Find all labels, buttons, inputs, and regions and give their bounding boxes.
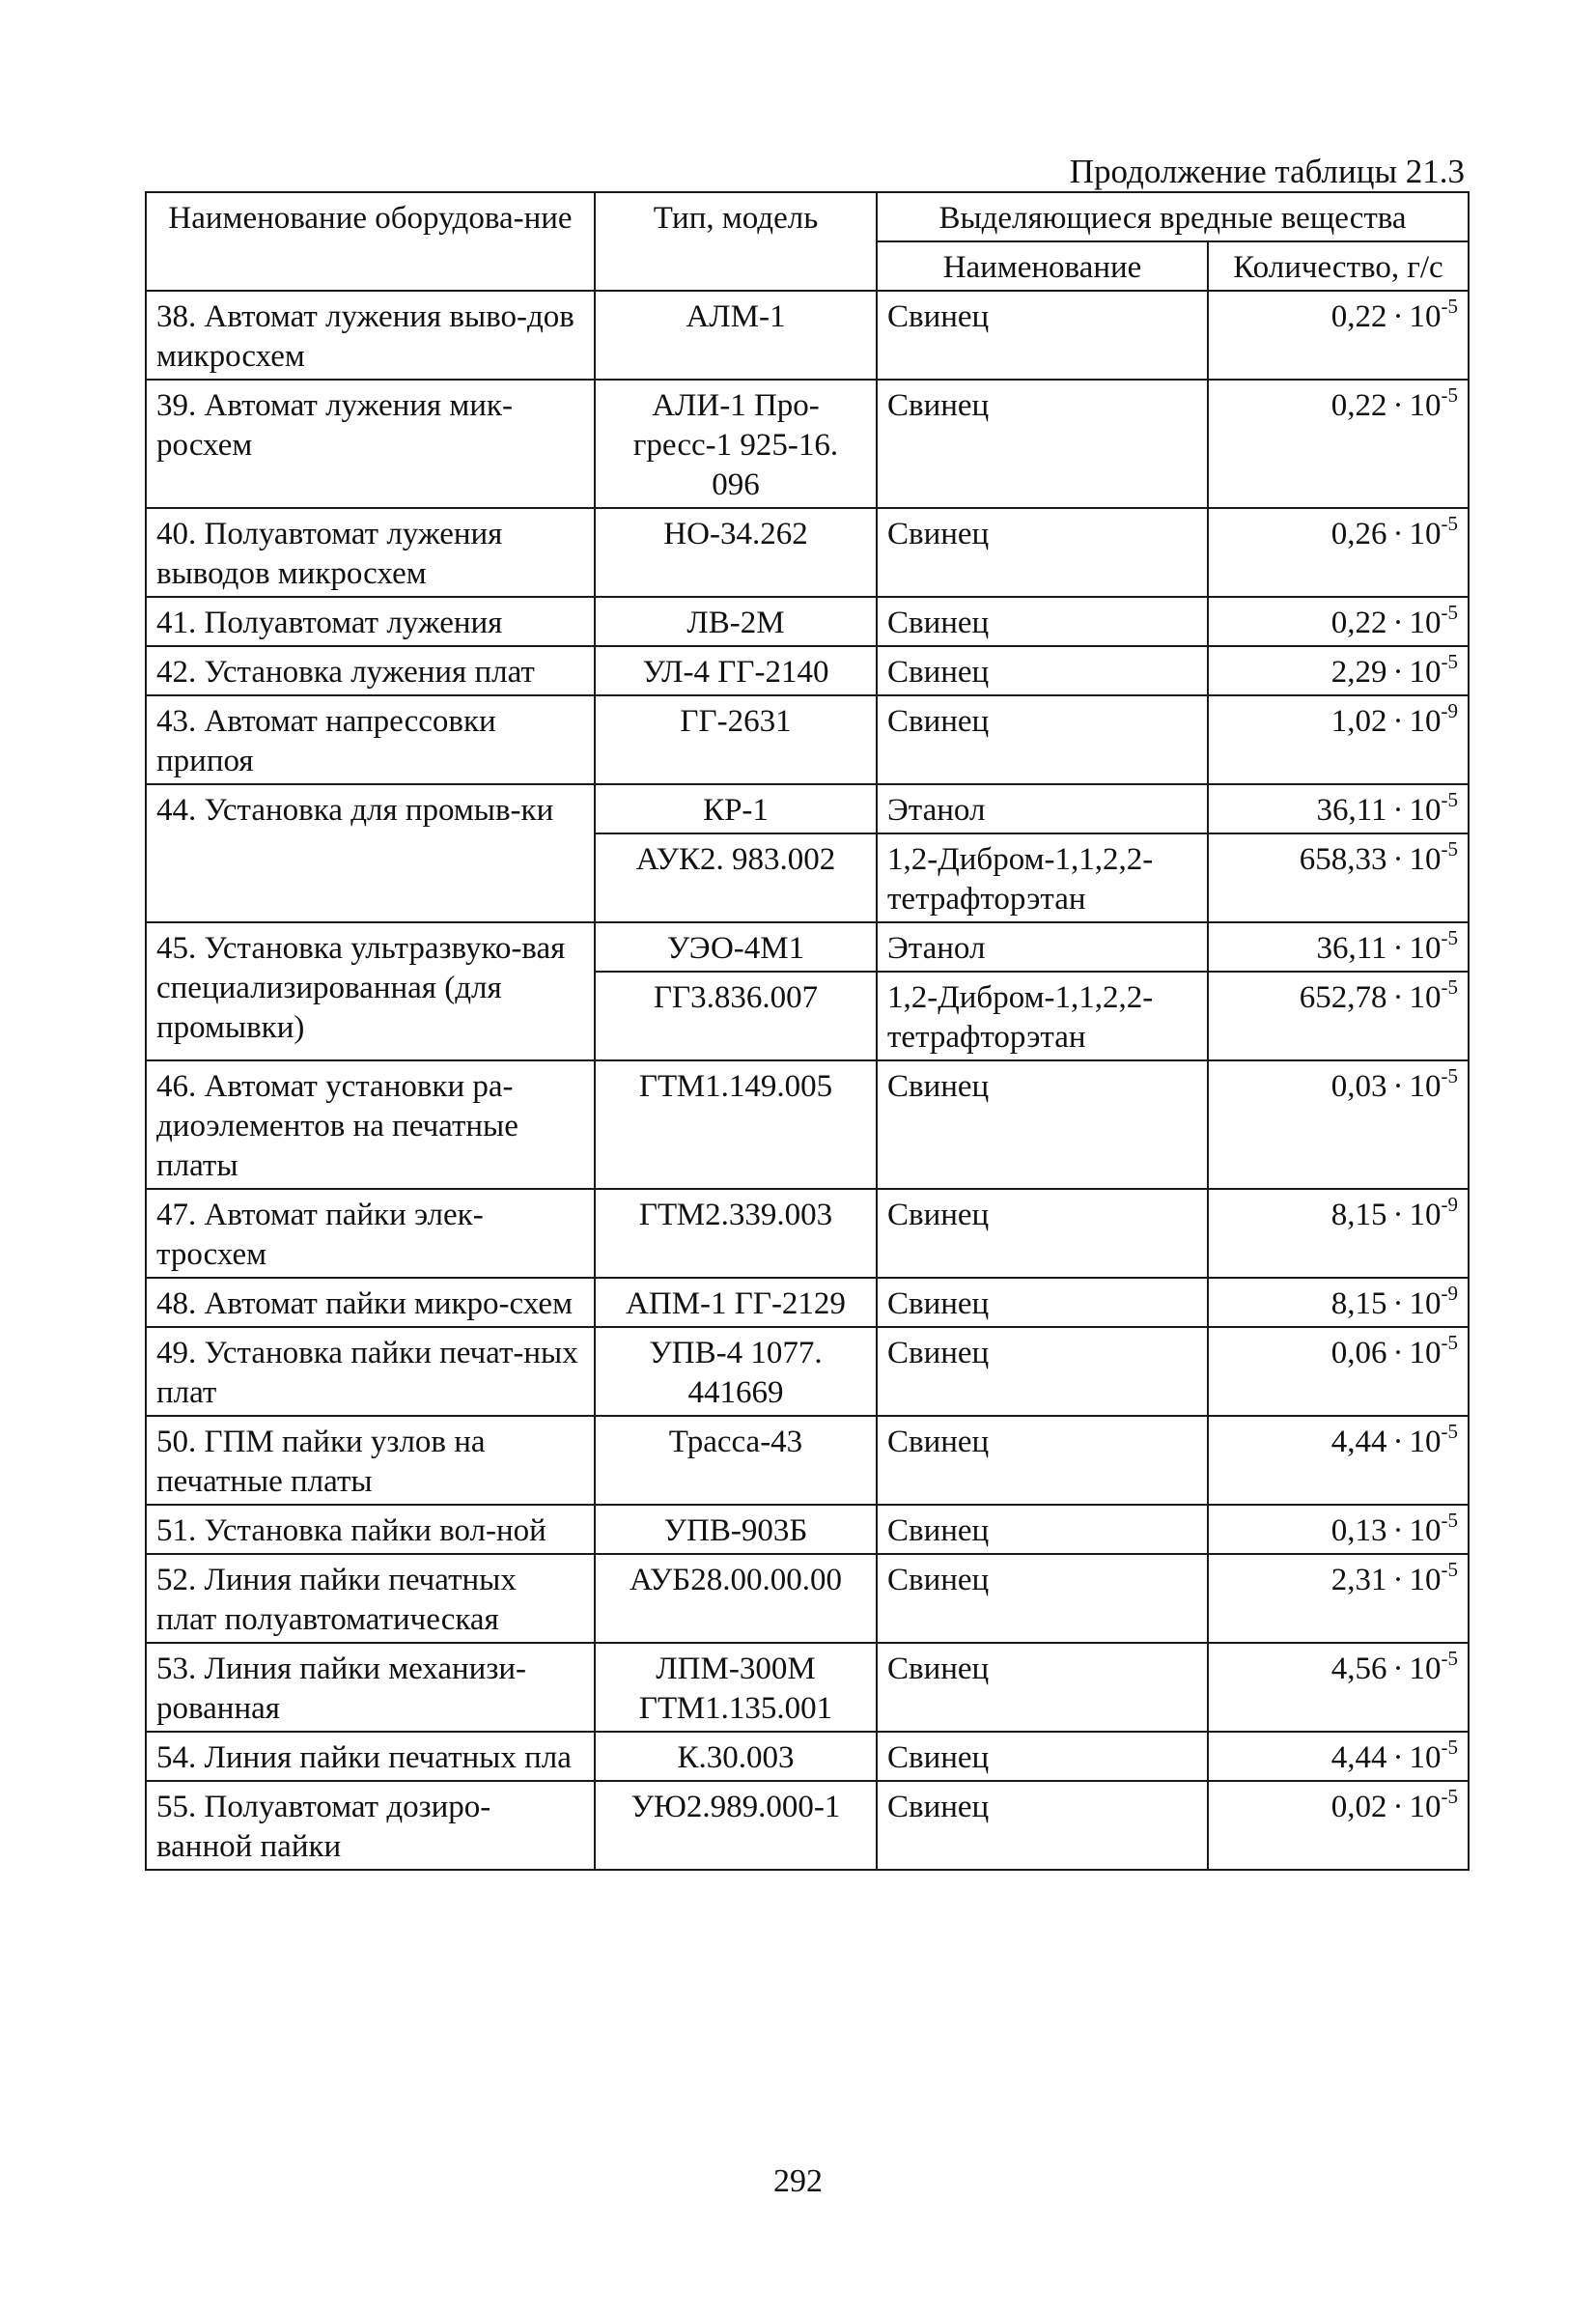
quantity-mantissa: 8,15 bbox=[1330, 1286, 1387, 1321]
substance-cell: Свинец bbox=[877, 380, 1208, 508]
equipment-name: 40. Полуавтомат лужения выводов микросхем bbox=[146, 508, 595, 597]
quantity-exponent: -5 bbox=[1441, 1064, 1458, 1087]
equipment-name: 51. Установка пайки вол-ной bbox=[146, 1505, 595, 1554]
quantity-mantissa: 652,78 bbox=[1299, 980, 1387, 1015]
model-cell: АЛИ-1 Про-гресс-1 925-16. 096 bbox=[595, 380, 877, 508]
substance-cell: Свинец bbox=[877, 1505, 1208, 1554]
quantity-base: 10 bbox=[1409, 1198, 1442, 1232]
quantity-mantissa: 36,11 bbox=[1316, 931, 1387, 966]
model-cell: УЭО-4М1 bbox=[595, 922, 877, 972]
quantity-exponent: -5 bbox=[1441, 383, 1458, 407]
model-cell: АУБ28.00.00.00 bbox=[595, 1554, 877, 1643]
quantity-cell bbox=[1208, 1416, 1469, 1505]
quantity-mantissa: 0,22 bbox=[1330, 299, 1387, 334]
quantity-cell bbox=[1208, 833, 1469, 922]
quantity-cell bbox=[1208, 646, 1469, 695]
equipment-name: 41. Полуавтомат лужения bbox=[146, 597, 595, 646]
multiply-dot: · bbox=[1392, 842, 1404, 877]
multiply-dot: · bbox=[1392, 1513, 1404, 1548]
quantity-base: 10 bbox=[1409, 517, 1442, 551]
quantity-cell bbox=[1208, 1060, 1469, 1189]
header-equipment-name: Наименование оборудова-ние bbox=[146, 192, 595, 291]
quantity-base: 10 bbox=[1409, 842, 1442, 877]
quantity-exponent: -9 bbox=[1441, 1193, 1458, 1216]
table-row bbox=[146, 1554, 1469, 1643]
quantity-base: 10 bbox=[1409, 1513, 1442, 1548]
table-row bbox=[146, 784, 1469, 833]
substance-cell: Свинец bbox=[877, 1643, 1208, 1732]
model-cell: УПВ-4 1077. 441669 bbox=[595, 1327, 877, 1416]
table-row bbox=[146, 1189, 1469, 1278]
quantity-exponent: -5 bbox=[1441, 788, 1458, 811]
model-cell: ЛПМ-300М ГТМ1.135.001 bbox=[595, 1643, 877, 1732]
model-cell: ЛВ-2М bbox=[595, 597, 877, 646]
equipment-name: 47. Автомат пайки элек-тросхем bbox=[146, 1189, 595, 1278]
quantity-base: 10 bbox=[1409, 299, 1442, 334]
quantity-cell bbox=[1208, 1505, 1469, 1554]
multiply-dot: · bbox=[1392, 931, 1404, 966]
multiply-dot: · bbox=[1392, 1425, 1404, 1459]
quantity-mantissa: 0,22 bbox=[1330, 606, 1387, 640]
substance-cell: 1,2-Дибром-1,1,2,2-тетрафторэтан bbox=[877, 972, 1208, 1060]
quantity-exponent: -5 bbox=[1441, 1420, 1458, 1443]
quantity-cell bbox=[1208, 1781, 1469, 1870]
table-row bbox=[146, 1781, 1469, 1870]
page-number: 292 bbox=[773, 2163, 823, 2199]
equipment-name: 53. Линия пайки механизи-рованная bbox=[146, 1643, 595, 1732]
substance-cell: Этанол bbox=[877, 784, 1208, 833]
equipment-name: 43. Автомат напрессовки припоя bbox=[146, 695, 595, 784]
table-row bbox=[146, 597, 1469, 646]
quantity-mantissa: 8,15 bbox=[1330, 1198, 1387, 1232]
model-cell: К.30.003 bbox=[595, 1732, 877, 1781]
multiply-dot: · bbox=[1392, 1336, 1404, 1370]
quantity-cell bbox=[1208, 922, 1469, 972]
quantity-base: 10 bbox=[1409, 1652, 1442, 1686]
quantity-mantissa: 658,33 bbox=[1299, 842, 1387, 877]
multiply-dot: · bbox=[1392, 704, 1404, 739]
quantity-exponent: -5 bbox=[1441, 295, 1458, 318]
table-row bbox=[146, 1327, 1469, 1416]
equipment-name: 42. Установка лужения плат bbox=[146, 646, 595, 695]
substance-cell: Свинец bbox=[877, 597, 1208, 646]
quantity-cell bbox=[1208, 380, 1469, 508]
quantity-mantissa: 0,02 bbox=[1330, 1790, 1387, 1824]
quantity-mantissa: 0,26 bbox=[1330, 517, 1387, 551]
model-cell: УЮ2.989.000-1 bbox=[595, 1781, 877, 1870]
model-cell: НО-34.262 bbox=[595, 508, 877, 597]
quantity-cell bbox=[1208, 597, 1469, 646]
multiply-dot: · bbox=[1392, 388, 1404, 423]
model-cell: КР-1 bbox=[595, 784, 877, 833]
quantity-cell bbox=[1208, 1327, 1469, 1416]
quantity-base: 10 bbox=[1409, 793, 1442, 828]
quantity-base: 10 bbox=[1409, 931, 1442, 966]
substance-cell: Свинец bbox=[877, 646, 1208, 695]
quantity-exponent: -5 bbox=[1441, 601, 1458, 624]
quantity-exponent: -5 bbox=[1441, 1331, 1458, 1354]
quantity-cell bbox=[1208, 695, 1469, 784]
header-row bbox=[146, 192, 1469, 241]
equipment-name: 48. Автомат пайки микро-схем bbox=[146, 1278, 595, 1327]
quantity-base: 10 bbox=[1409, 1790, 1442, 1824]
quantity-base: 10 bbox=[1409, 606, 1442, 640]
quantity-cell bbox=[1208, 1278, 1469, 1327]
header-quantity: Количество, г/с bbox=[1208, 241, 1469, 291]
header-emissions: Выделяющиеся вредные вещества bbox=[877, 192, 1469, 241]
quantity-cell bbox=[1208, 291, 1469, 380]
substance-cell: Свинец bbox=[877, 1060, 1208, 1189]
quantity-mantissa: 36,11 bbox=[1316, 793, 1387, 828]
quantity-mantissa: 4,44 bbox=[1330, 1425, 1387, 1459]
quantity-cell bbox=[1208, 508, 1469, 597]
table-caption: Продолжение таблицы 21.3 bbox=[1069, 153, 1465, 190]
quantity-base: 10 bbox=[1409, 1740, 1442, 1775]
model-cell: ГТМ2.339.003 bbox=[595, 1189, 877, 1278]
model-cell: ГТМ1.149.005 bbox=[595, 1060, 877, 1189]
quantity-exponent: -5 bbox=[1441, 512, 1458, 535]
multiply-dot: · bbox=[1392, 1790, 1404, 1824]
substance-cell: 1,2-Дибром-1,1,2,2-тетрафторэтан bbox=[877, 833, 1208, 922]
table-header bbox=[146, 192, 1469, 291]
quantity-cell bbox=[1208, 1554, 1469, 1643]
quantity-mantissa: 1,02 bbox=[1330, 704, 1387, 739]
table-row bbox=[146, 1416, 1469, 1505]
quantity-mantissa: 0,22 bbox=[1330, 388, 1387, 423]
multiply-dot: · bbox=[1392, 1069, 1404, 1104]
quantity-cell bbox=[1208, 784, 1469, 833]
table-row bbox=[146, 1732, 1469, 1781]
quantity-base: 10 bbox=[1409, 1563, 1442, 1597]
substance-cell: Этанол bbox=[877, 922, 1208, 972]
substance-cell: Свинец bbox=[877, 1278, 1208, 1327]
table-row bbox=[146, 380, 1469, 508]
quantity-exponent: -5 bbox=[1441, 650, 1458, 673]
multiply-dot: · bbox=[1392, 980, 1404, 1015]
quantity-exponent: -5 bbox=[1441, 1736, 1458, 1759]
multiply-dot: · bbox=[1392, 299, 1404, 334]
equipment-name: 52. Линия пайки печатных плат полуавтоматическая bbox=[146, 1554, 595, 1643]
substance-cell: Свинец bbox=[877, 695, 1208, 784]
quantity-exponent: -5 bbox=[1441, 1647, 1458, 1670]
quantity-cell bbox=[1208, 1189, 1469, 1278]
multiply-dot: · bbox=[1392, 606, 1404, 640]
emissions-table bbox=[145, 191, 1470, 1871]
multiply-dot: · bbox=[1392, 1198, 1404, 1232]
quantity-exponent: -5 bbox=[1441, 926, 1458, 949]
quantity-base: 10 bbox=[1409, 1069, 1442, 1104]
quantity-exponent: -9 bbox=[1441, 1282, 1458, 1305]
equipment-name: 55. Полуавтомат дозиро-ванной пайки bbox=[146, 1781, 595, 1870]
quantity-cell bbox=[1208, 1732, 1469, 1781]
quantity-mantissa: 2,29 bbox=[1330, 655, 1387, 690]
substance-cell: Свинец bbox=[877, 291, 1208, 380]
header-substance: Наименование bbox=[877, 241, 1208, 291]
quantity-exponent: -9 bbox=[1441, 699, 1458, 722]
substance-cell: Свинец bbox=[877, 1554, 1208, 1643]
quantity-exponent: -5 bbox=[1441, 837, 1458, 861]
multiply-dot: · bbox=[1392, 1740, 1404, 1775]
model-cell: ГГ3.836.007 bbox=[595, 972, 877, 1060]
equipment-name: 44. Установка для промыв-ки bbox=[146, 784, 595, 922]
equipment-name: 46. Автомат установки ра-диоэлементов на печатные платы bbox=[146, 1060, 595, 1189]
quantity-mantissa: 4,44 bbox=[1330, 1740, 1387, 1775]
substance-cell: Свинец bbox=[877, 1781, 1208, 1870]
equipment-name: 38. Автомат лужения выво-дов микросхем bbox=[146, 291, 595, 380]
table-body bbox=[146, 291, 1469, 1870]
header-model: Тип, модель bbox=[595, 192, 877, 291]
quantity-exponent: -5 bbox=[1441, 1509, 1458, 1532]
model-cell: Трасса-43 bbox=[595, 1416, 877, 1505]
substance-cell: Свинец bbox=[877, 1732, 1208, 1781]
equipment-name: 45. Установка ультразвуко-вая специализированная (для промывки) bbox=[146, 922, 595, 1060]
multiply-dot: · bbox=[1392, 517, 1404, 551]
table-row bbox=[146, 695, 1469, 784]
substance-cell: Свинец bbox=[877, 1327, 1208, 1416]
multiply-dot: · bbox=[1392, 1563, 1404, 1597]
table-row bbox=[146, 1278, 1469, 1327]
quantity-base: 10 bbox=[1409, 655, 1442, 690]
quantity-base: 10 bbox=[1409, 1336, 1442, 1370]
quantity-mantissa: 2,31 bbox=[1330, 1563, 1387, 1597]
model-cell: АПМ-1 ГГ-2129 bbox=[595, 1278, 877, 1327]
quantity-mantissa: 0,13 bbox=[1330, 1513, 1387, 1548]
multiply-dot: · bbox=[1392, 1652, 1404, 1686]
model-cell: АУК2. 983.002 bbox=[595, 833, 877, 922]
quantity-mantissa: 0,06 bbox=[1330, 1336, 1387, 1370]
equipment-name: 49. Установка пайки печат-ных плат bbox=[146, 1327, 595, 1416]
multiply-dot: · bbox=[1392, 1286, 1404, 1321]
model-cell: АЛМ-1 bbox=[595, 291, 877, 380]
table-row bbox=[146, 922, 1469, 972]
table-row bbox=[146, 646, 1469, 695]
table-row bbox=[146, 1643, 1469, 1732]
substance-cell: Свинец bbox=[877, 508, 1208, 597]
quantity-base: 10 bbox=[1409, 1286, 1442, 1321]
quantity-exponent: -5 bbox=[1441, 975, 1458, 999]
quantity-cell bbox=[1208, 972, 1469, 1060]
table-row bbox=[146, 508, 1469, 597]
equipment-name: 54. Линия пайки печатных пла bbox=[146, 1732, 595, 1781]
equipment-name: 39. Автомат лужения мик-росхем bbox=[146, 380, 595, 508]
substance-cell: Свинец bbox=[877, 1189, 1208, 1278]
quantity-cell bbox=[1208, 1643, 1469, 1732]
quantity-base: 10 bbox=[1409, 980, 1442, 1015]
quantity-base: 10 bbox=[1409, 388, 1442, 423]
quantity-base: 10 bbox=[1409, 704, 1442, 739]
quantity-mantissa: 0,03 bbox=[1330, 1069, 1387, 1104]
quantity-base: 10 bbox=[1409, 1425, 1442, 1459]
quantity-mantissa: 4,56 bbox=[1330, 1652, 1387, 1686]
table-row bbox=[146, 1505, 1469, 1554]
model-cell: ГГ-2631 bbox=[595, 695, 877, 784]
multiply-dot: · bbox=[1392, 793, 1404, 828]
equipment-name: 50. ГПМ пайки узлов на печатные платы bbox=[146, 1416, 595, 1505]
multiply-dot: · bbox=[1392, 655, 1404, 690]
model-cell: УПВ-903Б bbox=[595, 1505, 877, 1554]
quantity-exponent: -5 bbox=[1441, 1558, 1458, 1581]
substance-cell: Свинец bbox=[877, 1416, 1208, 1505]
quantity-exponent: -5 bbox=[1441, 1785, 1458, 1808]
table-row bbox=[146, 291, 1469, 380]
table-row bbox=[146, 1060, 1469, 1189]
model-cell: УЛ-4 ГГ-2140 bbox=[595, 646, 877, 695]
